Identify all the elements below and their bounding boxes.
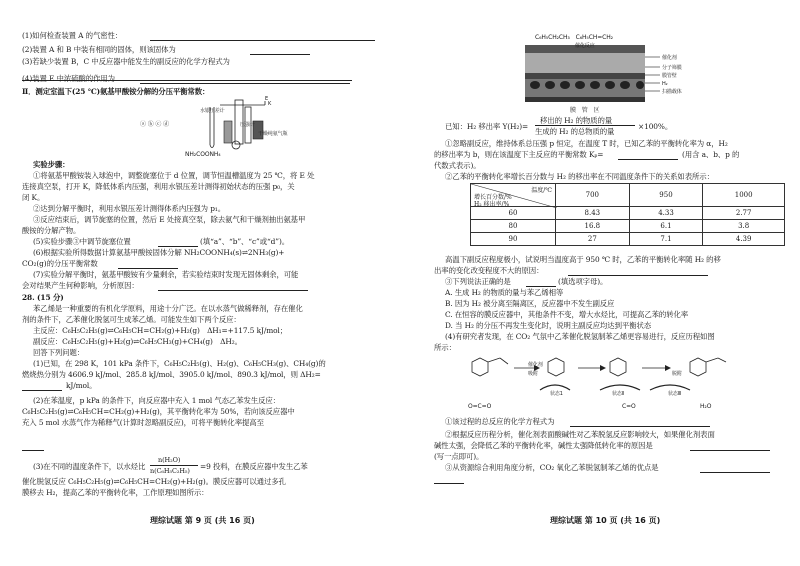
table-cell: 3.8 xyxy=(703,220,785,233)
answer-blank[interactable] xyxy=(690,450,770,451)
answer-blank[interactable] xyxy=(250,54,310,55)
sub-question-2: ②乙苯的平衡转化率增长百分数与 H₂ 的移出率在不同温度条件下的关系如表所示： xyxy=(445,172,714,181)
mech-question-2: ②根据反应历程分析，催化剂表面酸碱性对乙苯脱氢反应影响较大，如果催化剂表面 xyxy=(445,430,715,439)
q28-2: (2)在苯温度，p kPa 的条件下，向反应器中充入 1 mol 气态乙苯发生反应： xyxy=(33,396,280,405)
question-5-hint: (填“a”、“b”、“c”或“d”)。 xyxy=(200,237,290,246)
answer-blank[interactable] xyxy=(570,426,710,427)
question-1: (1)如何检查装置 A 的气密性： xyxy=(22,31,123,40)
fraction-denominator: n(C₆H₅C₂H₅) xyxy=(150,467,190,475)
figure-label-gauge: 压强计 xyxy=(240,122,255,128)
answer-blank[interactable] xyxy=(434,483,464,484)
question-4: (4)装置 E 中浓硫酸的作用为 xyxy=(22,74,115,83)
sub-question-1: ①忽略副反应，维持体系总压强 p 恒定，在温度 T 时，已知乙苯的平衡转化率为 α，H₂ xyxy=(445,139,728,148)
intro-line: 苯乙烯是一种重要的有机化学原料，用途十分广泛。在以水蒸气做稀释剂，存在催化 xyxy=(33,304,303,313)
table-header-cell: 950 xyxy=(629,184,703,207)
mechanism-figure xyxy=(460,350,740,412)
header-temp: 温度/℃ xyxy=(531,187,552,194)
question-28-header: 28. (15 分) xyxy=(22,293,64,302)
fraction-numerator: n(H₂O) xyxy=(158,456,181,464)
table-header-cell: 700 xyxy=(556,184,630,207)
table-cell: 2.77 xyxy=(703,207,785,220)
mechanism-label: 吸附 xyxy=(528,371,538,377)
reactor-label: 分子筛膜 xyxy=(662,65,682,71)
sub-question-2-reason: 出率的变化改变程度不大的原因： xyxy=(434,266,544,275)
q28-1: (1)已知，在 298 K，101 kPa 条件下，C₆H₅C₂H₅(g)、H₂(g)、C₆H₅CH₃(g)、CH₄(g)的 xyxy=(33,359,326,368)
table-cell: 6.1 xyxy=(629,220,703,233)
steps-title: 实验步骤： xyxy=(33,160,70,169)
table-header-corner xyxy=(471,184,556,207)
step-3-line: 酸铵的分解产物。 xyxy=(22,226,81,235)
answer-blank[interactable] xyxy=(22,390,62,391)
answer-blank[interactable] xyxy=(158,290,308,291)
definition-numerator: 移出的 H₂ 的物质的量 xyxy=(540,116,613,125)
table-cell: 7.1 xyxy=(629,233,703,246)
figure-label-k: K xyxy=(268,101,272,107)
definition-denominator: 生成的 H₂ 的总物质的量 xyxy=(535,127,615,136)
mechanism-h2o: H₂O xyxy=(700,403,712,410)
question-6: CO₂(g)的分压平衡常数 xyxy=(22,259,98,268)
header-growth: 增长百分数/% xyxy=(474,194,512,201)
mech-question-2: 碱性太强，会降低乙苯的平衡转化率，碱性太强降低转化率的原因是 xyxy=(434,441,653,450)
question-6: (6)根据实验所得数据计算氨基甲酸铵固体分解 NH₂COONH₄(s)⇌2NH₃(g)+ xyxy=(33,248,285,257)
step-1-line: 闭 K。 xyxy=(22,193,45,202)
definition: ×100%。 xyxy=(638,122,673,131)
answer-blank[interactable] xyxy=(700,472,770,473)
q28-3: (3)在不同的温度条件下，以水烃比 xyxy=(33,462,146,471)
q28-1-unit: kJ/mol。 xyxy=(66,381,97,390)
sub-question-1: 代数式表示)。 xyxy=(434,161,481,170)
table-cell: 80 xyxy=(471,220,556,233)
option-a: A. 生成 H₂ 的物质的量与苯乙烯相等 xyxy=(445,288,564,297)
reactor-label: 扫描载体 xyxy=(662,89,682,95)
figure-label-hg: 水银压差计 xyxy=(200,108,225,114)
header-rate: H₂ 移出率/% xyxy=(474,201,510,208)
sub-question-2-reason: 高温下副反应程度极小，试说明当温度高于 950 ℃ 时，乙苯的平衡转化率随 H₂ 的移 xyxy=(445,255,721,264)
side-reaction: 副反应：C₆H₅C₂H₅(g)+H₂(g)⇌C₆H₅CH₃(g)+CH₄(g) ΔH₂。 xyxy=(33,337,242,346)
mechanism-label: 状态Ⅱ xyxy=(612,391,625,397)
conversion-table xyxy=(470,183,785,246)
q28-3: =9 投料，在膜反应器中发生乙苯 xyxy=(200,462,308,471)
part-2-title: Ⅱ．测定室温下(25 ℃)氨基甲酸铵分解的分压平衡常数： xyxy=(22,87,210,96)
mech-question-2: (写一点即可)。 xyxy=(434,452,484,461)
table-cell: 27 xyxy=(556,233,630,246)
sub-question-1: 的移出率为 b，则在该温度下主反应的平衡常数 Kₚ= xyxy=(434,150,604,159)
definition: 已知：H₂ 移出率 Y(H₂)= xyxy=(445,122,529,131)
reactor-label: H₂ xyxy=(662,81,668,87)
figure-label-e: E xyxy=(265,96,269,102)
step-1-line: 连接真空泵，打开 K，降低体系内压强，利用水银压差计测得初始状态的压强 p₀，关 xyxy=(22,182,295,191)
step-3-line: ③反应结束后，调节旋塞的位置，然后 E 处接真空泵，除去氨气和干燥剂抽出氨基甲 xyxy=(33,215,306,224)
fraction-bar xyxy=(535,125,635,126)
table-cell: 60 xyxy=(471,207,556,220)
q28-3: 膜移去 H₂，提高乙苯的平衡转化率，工作原理如图所示： xyxy=(22,488,209,497)
intro-line: 剂的条件下，乙苯催化脱氢可生成苯乙烯。可能发生如下两个反应： xyxy=(22,315,241,324)
table-cell: 16.8 xyxy=(556,220,630,233)
table-row xyxy=(471,207,785,220)
answer-blank[interactable] xyxy=(568,275,708,276)
mechanism-co2: O=C=O xyxy=(468,403,492,410)
answer-blank[interactable] xyxy=(22,450,44,451)
answer-blank[interactable] xyxy=(118,268,178,269)
table-row xyxy=(471,220,785,233)
step-2-line: ②达到分解平衡时，利用水银压差计测得体系内压强为 p₁。 xyxy=(33,204,226,213)
q28-2: 充入 5 mol 水蒸气作为稀释气(计算时忽略副反应)，可将平衡转化率提高至 xyxy=(22,418,264,427)
reactor-label: 膜管壁 xyxy=(662,73,677,79)
q28-3: 催化脱氢反应 C₆H₅C₂H₅(g)⇌C₆H₅CH=CH₂(g)+H₂(g)。膜反应器可以通过多孔 xyxy=(22,477,286,486)
page-footer: 理综试题 第 9 页 (共 16 页) xyxy=(150,516,255,525)
question-4: 所示： xyxy=(434,343,456,352)
main-reaction: 主反应：C₆H₅C₂H₅(g)⇌C₆H₅CH=CH₂(g)+H₂(g) ΔH₁=+117.5 kJ/mol； xyxy=(33,326,288,335)
answer-blank[interactable] xyxy=(140,83,350,84)
reactor-top-formula: C₆H₅CH₂CH₃ C₆H₅CH=CH₂ xyxy=(535,34,613,41)
mech-question-3: ③从资源综合利用角度分析，CO₂ 氧化乙苯脱氢制苯乙烯的优点是 xyxy=(445,463,659,472)
reactor-label: 催化反应 xyxy=(575,43,595,49)
table-cell: 8.43 xyxy=(556,207,630,220)
table-cell: 4.39 xyxy=(703,233,785,246)
answer-prompt: 回答下列问题： xyxy=(33,348,85,357)
answer-blank[interactable] xyxy=(526,286,556,287)
mechanism-co: C=O xyxy=(622,403,636,410)
mechanism-label: 脱附 xyxy=(672,371,682,377)
mech-question-1: ①该过程的总反应的化学方程式为 xyxy=(445,417,555,426)
option-d: D. 当 H₂ 的分压不再发生变化时，说明主副反应均达到平衡状态 xyxy=(445,321,652,330)
answer-blank[interactable] xyxy=(150,40,375,41)
table-row xyxy=(471,233,785,246)
answer-blank[interactable] xyxy=(618,159,678,160)
table-cell: 90 xyxy=(471,233,556,246)
valve-labels: ⓐ ⓑ ⓒ ⓓ xyxy=(140,121,170,128)
reactor-bottom-label: 膜 管 区 xyxy=(570,107,600,114)
fraction-bar xyxy=(150,465,198,466)
answer-blank[interactable] xyxy=(158,246,198,247)
figure-label-salt: NH₂COONH₄ xyxy=(185,151,221,158)
option-b: B. 因为 H₂ 被分离至隔离区，反应器中不发生副反应 xyxy=(445,299,615,308)
table-cell: 4.33 xyxy=(629,207,703,220)
question-4: (4)有研究者发现，在 CO₂ 气氛中乙苯催化脱氢制苯乙烯更容易进行，反应历程如图 xyxy=(445,332,715,341)
question-7: 会对结果产生何种影响，分析原因： xyxy=(22,281,139,290)
figure-label-dry: 干燥纯氨气瓶 xyxy=(258,131,288,137)
option-c: C. 在恒容的膜反应器中，其他条件不变，增大水烃比，可提高乙苯的转化率 xyxy=(445,310,689,319)
question-3: (3)若缺少装置 B，C 中反应器中能发生的副反应的化学方程式为 xyxy=(22,57,230,66)
mechanism-label: 状态1 xyxy=(550,391,563,397)
mechanism-label: 催化剂 xyxy=(528,362,543,368)
q28-1: 燃烧热分别为 4606.9 kJ/mol、285.8 kJ/mol、3905.0 kJ/mol、890.3 kJ/mol，则 ΔH₂= xyxy=(22,370,321,379)
page-footer: 理综试题 第 10 页 (共 16 页) xyxy=(550,516,661,525)
question-7: (7)实验分解平衡时，氨基甲酸铵有少量剩余，若实验结束时发现无固体剩余，可能 xyxy=(33,270,299,279)
page-10 xyxy=(400,0,800,566)
sub-question-3: (填选项字母)。 xyxy=(558,277,608,286)
question-5: (5)实验步骤③中调节旋塞位置 xyxy=(33,237,131,246)
sub-question-1: (用含 a、b、p 的 xyxy=(682,150,740,159)
mechanism-label: 状态Ⅲ xyxy=(668,391,682,397)
reactor-label: 催化剂 xyxy=(662,55,677,61)
question-2: (2)装置 A 和 B 中装有相同的固体，则该固体为 xyxy=(22,45,176,54)
q28-2: C₆H₅C₂H₅(g)⇌C₆H₅CH=CH₂(g)+H₂(g)，其平衡转化率为 50%，若向该反应器中 xyxy=(22,407,295,416)
step-1-line: ①将氨基甲酸铵装入球泡中，调整旋塞位于 d 位置，调节恒温槽温度为 25 ℃，将 E 处 xyxy=(33,171,315,180)
table-header-cell: 1000 xyxy=(703,184,785,207)
sub-question-3: ③下列说法正确的是 xyxy=(445,277,511,286)
